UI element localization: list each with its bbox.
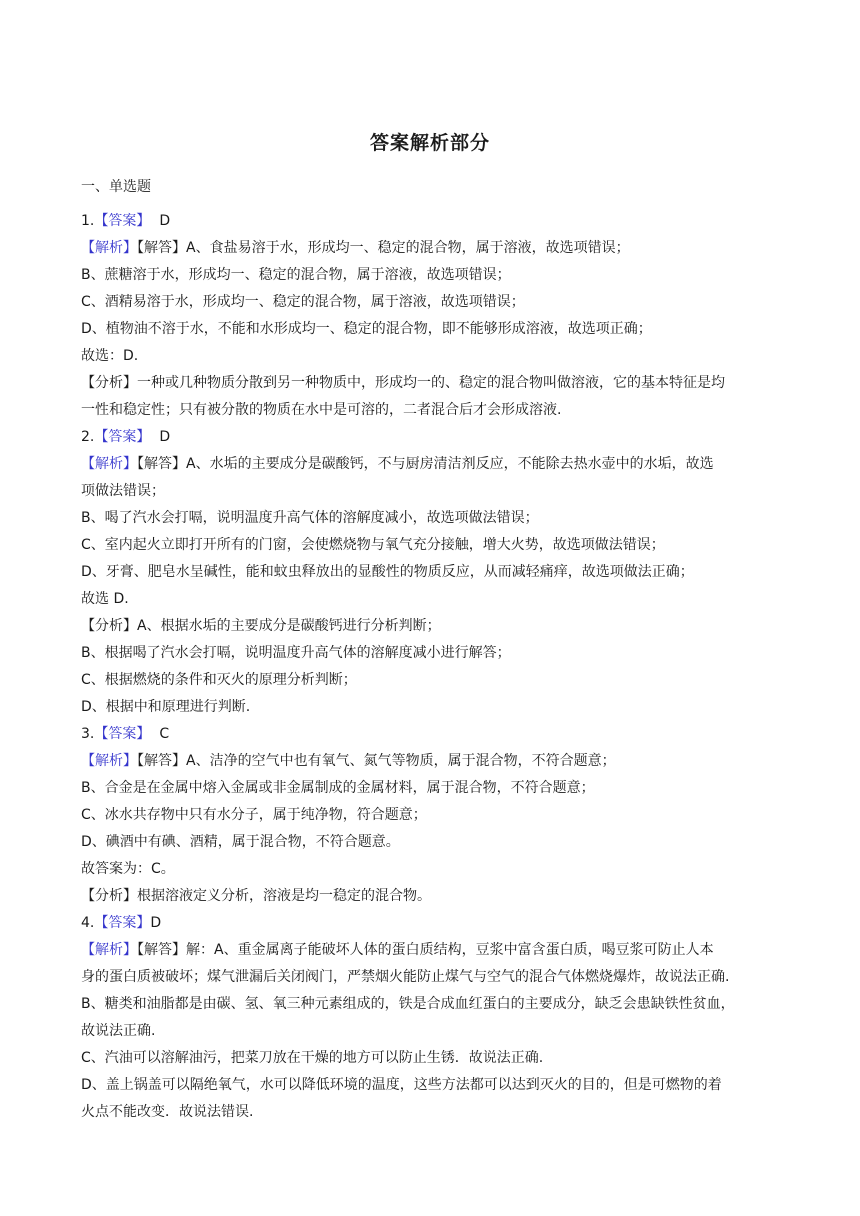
text-line: 身的蛋白质被破坏；煤气泄漏后关闭阀门，严禁烟火能防止煤气与空气的混合气体燃烧爆炸，故说法正确. bbox=[81, 969, 730, 985]
analysis-line bbox=[81, 937, 781, 964]
answer-line-3 bbox=[81, 721, 781, 748]
text-line: C、根据燃烧的条件和灭火的原理分析判断； bbox=[81, 672, 357, 688]
text-line: 故答案为：C。 bbox=[81, 861, 175, 877]
text-line: 【解答】A、食盐易溶于水，形成均一、稳定的混合物，属于溶液，故选项错误； bbox=[137, 240, 630, 256]
text-line: D、盖上锅盖可以隔绝氧气，水可以降低环境的温度，这些方法都可以达到灭火的目的，但是可燃物的着 bbox=[81, 1077, 722, 1093]
answer-line-4 bbox=[81, 910, 781, 937]
analysis-line bbox=[81, 451, 781, 478]
answer-value: D bbox=[159, 429, 171, 445]
answer-tag: 【答案】 bbox=[94, 213, 151, 229]
text-line: C、室内起火立即打开所有的门窗，会使燃烧物与氧气充分接触，增大火势，故选项做法错误； bbox=[81, 537, 665, 553]
text-line: 【解答】解：A、重金属离子能破坏人体的蛋白质结构，豆浆中富含蛋白质，喝豆浆可防止人本 bbox=[137, 942, 714, 958]
text-line: 【解答】A、水垢的主要成分是碳酸钙，不与厨房清洁剂反应，不能除去热水壶中的水垢，故选 bbox=[137, 456, 714, 472]
answer-tag: 【答案】 bbox=[94, 429, 151, 445]
analysis-tag: 【解析】 bbox=[81, 456, 137, 472]
text-line: 一性和稳定性；只有被分散的物质在水中是可溶的，二者混合后才会形成溶液. bbox=[81, 402, 562, 418]
answer-value: D bbox=[150, 915, 162, 931]
question-number: 2. bbox=[81, 429, 95, 445]
analysis-tag: 【解析】 bbox=[81, 240, 137, 256]
text-line: C、酒精易溶于水，形成均一、稳定的混合物，属于溶液，故选项错误； bbox=[81, 294, 525, 310]
text-line: B、根据喝了汽水会打嗝，说明温度升高气体的溶解度减小进行解答； bbox=[81, 645, 511, 661]
analysis-line bbox=[81, 748, 781, 775]
analysis-tag: 【解析】 bbox=[81, 753, 137, 769]
text-line: D、碘酒中有碘、酒精，属于混合物，不符合题意。 bbox=[81, 834, 400, 850]
text-line: 【分析】一种或几种物质分散到另一种物质中，形成均一的、稳定的混合物叫做溶液，它的基本特征是均 bbox=[81, 375, 725, 391]
text-line: 故选：D. bbox=[81, 348, 139, 364]
text-line: D、牙膏、肥皂水呈碱性，能和蚊虫释放出的显酸性的物质反应，从而减轻痛痒，故选项做法正确； bbox=[81, 564, 694, 580]
text-line: 【分析】根据溶液定义分析，溶液是均一稳定的混合物。 bbox=[81, 888, 431, 904]
answer-value: D bbox=[159, 213, 171, 229]
answer-line-1 bbox=[81, 208, 781, 235]
answer-value: C bbox=[159, 726, 170, 742]
answer-tag: 【答案】 bbox=[94, 915, 151, 931]
section-heading: 一、单选题 bbox=[81, 179, 151, 195]
page-title: 答案解析部分 bbox=[369, 132, 490, 154]
text-line: 故选 D. bbox=[81, 591, 129, 607]
text-line: B、蔗糖溶于水，形成均一、稳定的混合物，属于溶液，故选项错误； bbox=[81, 267, 511, 283]
text-line: 【分析】A、根据水垢的主要成分是碳酸钙进行分析判断； bbox=[81, 618, 441, 634]
question-number: 4. bbox=[81, 915, 95, 931]
analysis-tag: 【解析】 bbox=[81, 942, 137, 958]
answer-tag: 【答案】 bbox=[94, 726, 151, 742]
question-number: 1. bbox=[81, 213, 95, 229]
text-line: C、汽油可以溶解油污，把菜刀放在干燥的地方可以防止生锈．故说法正确. bbox=[81, 1050, 544, 1066]
text-line: D、植物油不溶于水，不能和水形成均一、稳定的混合物，即不能够形成溶液，故选项正确； bbox=[81, 321, 652, 337]
text-line: B、糖类和油脂都是由碳、氢、氧三种元素组成的，铁是合成血红蛋白的主要成分，缺乏会患缺铁性贫血， bbox=[81, 996, 735, 1012]
text-line: 故说法正确. bbox=[81, 1023, 156, 1039]
text-line: 项做法错误； bbox=[81, 483, 165, 499]
text-line: 火点不能改变．故说法错误. bbox=[81, 1104, 254, 1120]
text-line: B、喝了汽水会打嗝，说明温度升高气体的溶解度减小，故选项做法错误； bbox=[81, 510, 539, 526]
analysis-line bbox=[81, 235, 781, 262]
answer-line-2 bbox=[81, 424, 781, 451]
text-line: 【解答】A、洁净的空气中也有氧气、氮气等物质，属于混合物，不符合题意； bbox=[137, 753, 616, 769]
text-line: B、合金是在金属中熔入金属或非金属制成的金属材料，属于混合物，不符合题意； bbox=[81, 780, 595, 796]
text-line: C、冰水共存物中只有水分子，属于纯净物，符合题意； bbox=[81, 807, 427, 823]
answer-content bbox=[81, 208, 781, 1126]
text-line: D、根据中和原理进行判断. bbox=[81, 699, 251, 715]
question-number: 3. bbox=[81, 726, 95, 742]
